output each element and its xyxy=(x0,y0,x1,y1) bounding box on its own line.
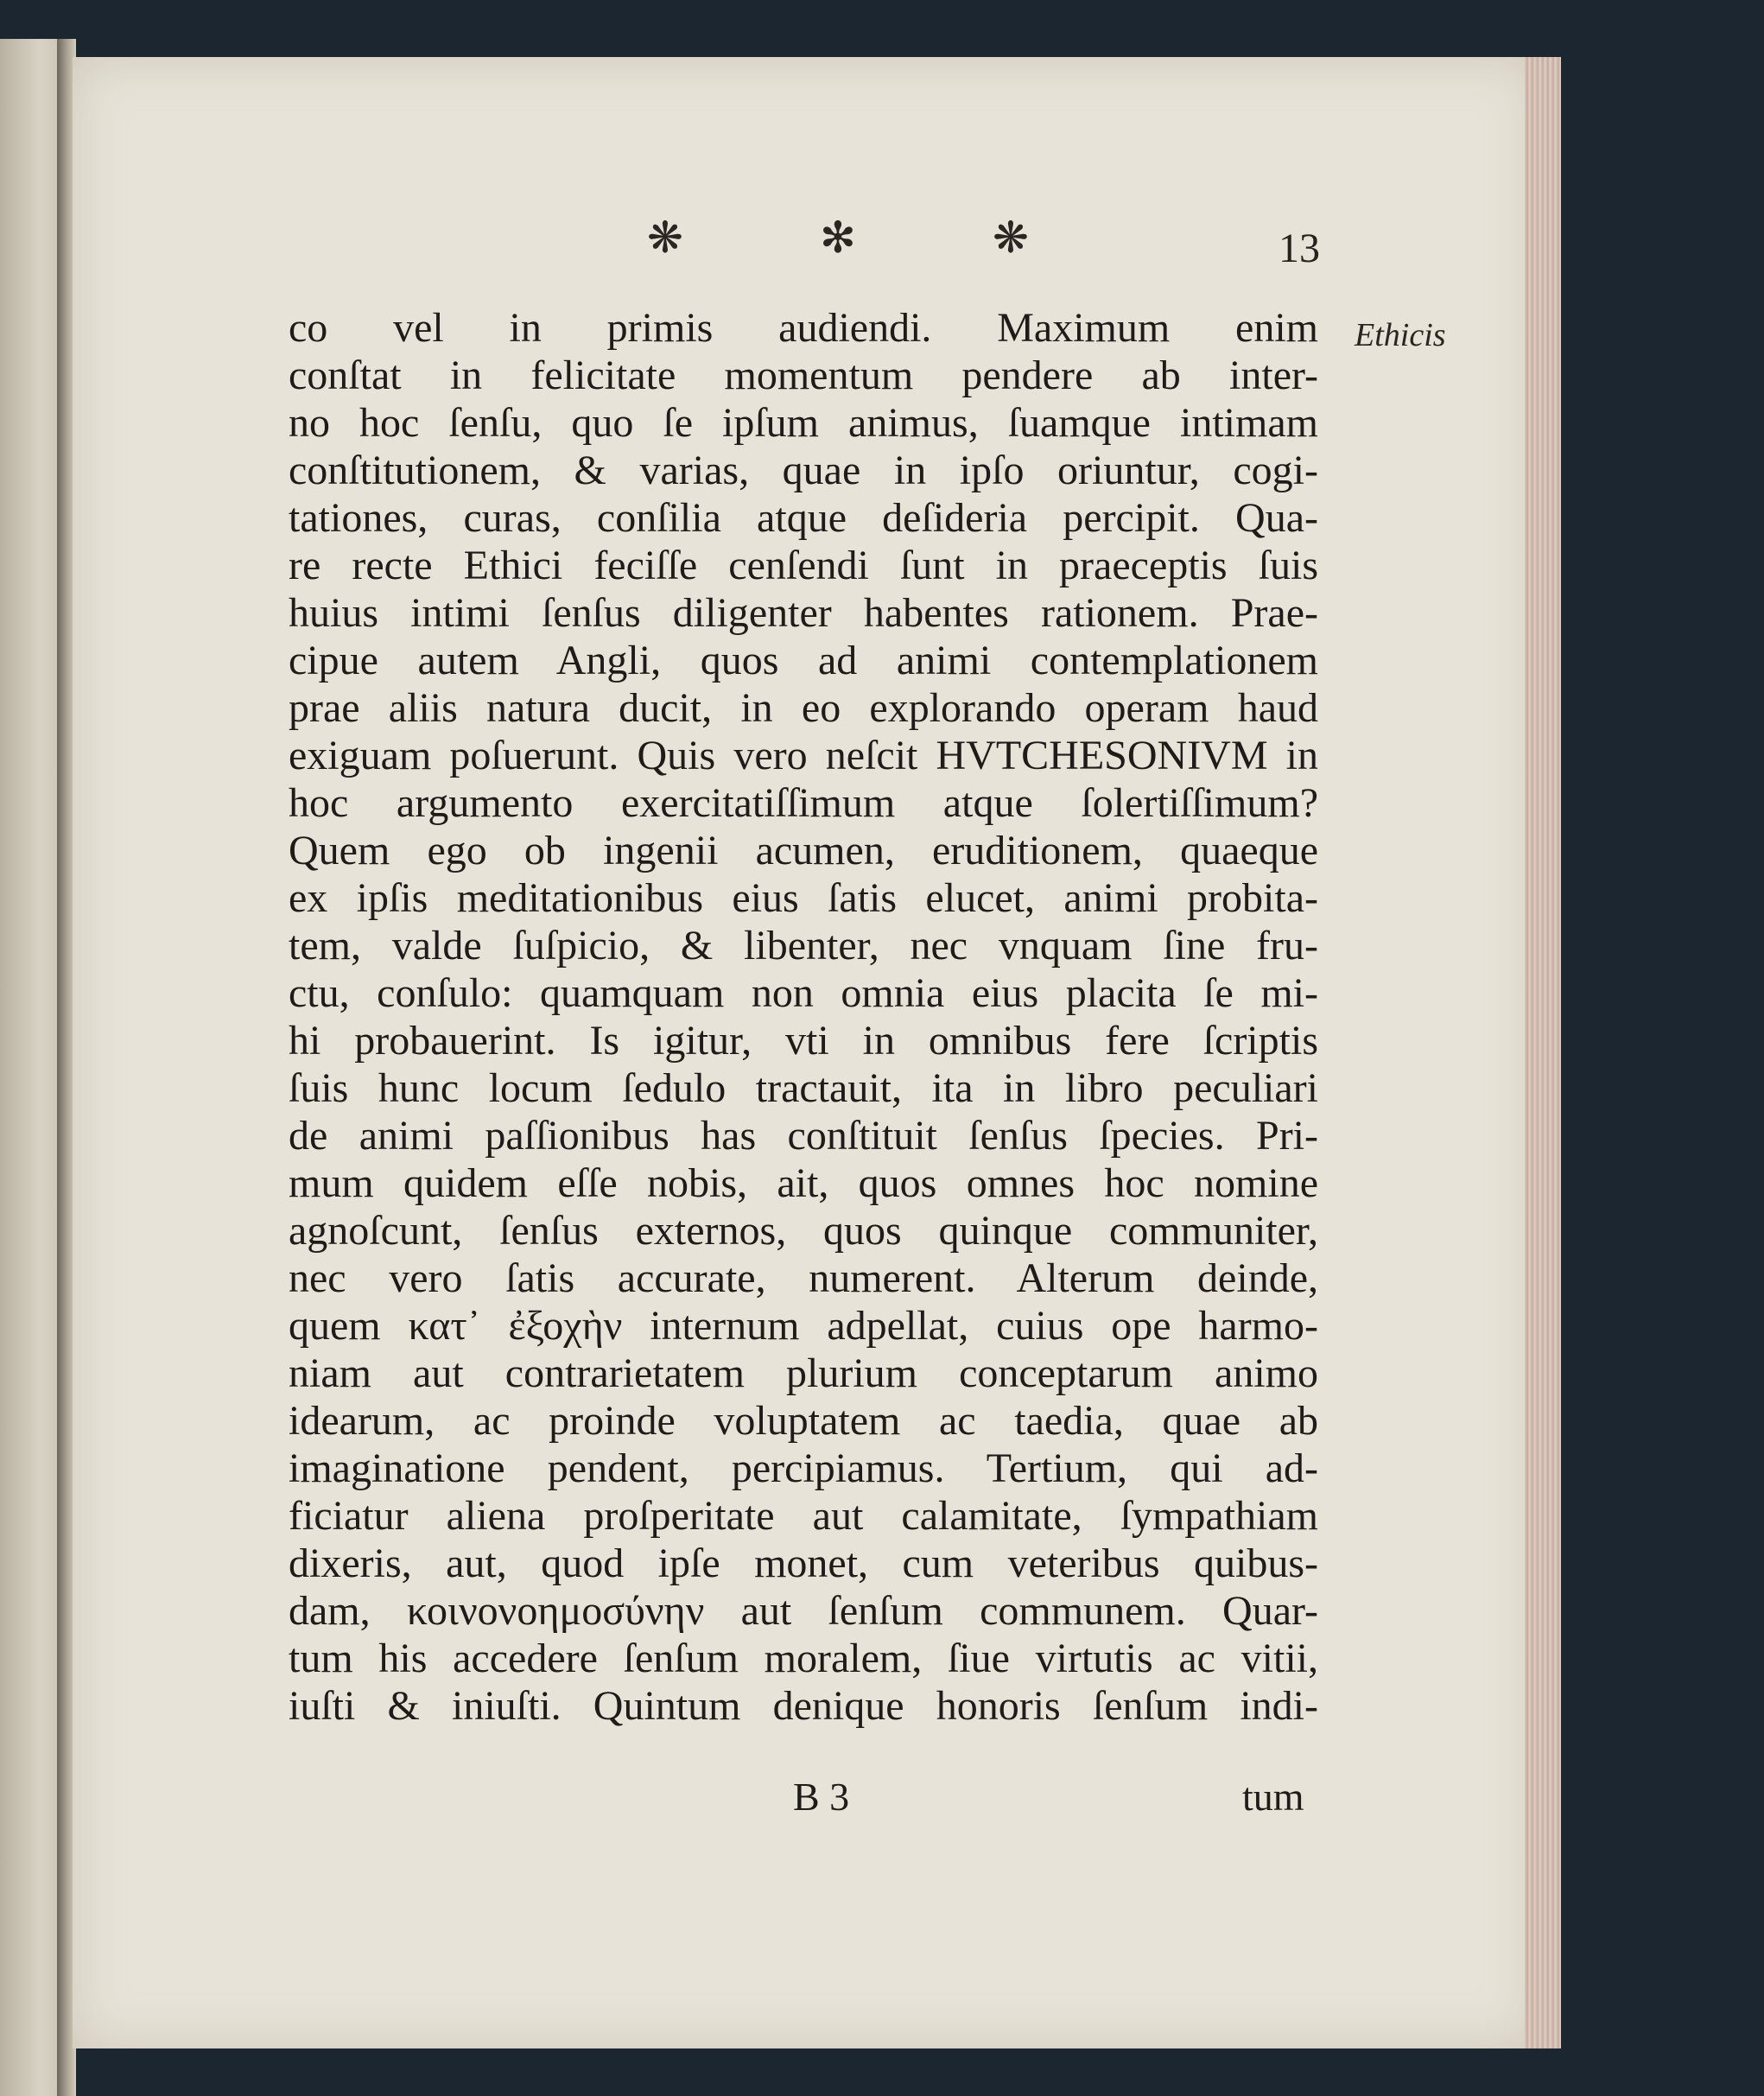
text-line: dixeris, aut, quod ipſe monet, cum veteribus quibus- xyxy=(289,1540,1318,1586)
signature-mark: B 3 xyxy=(793,1775,850,1819)
text-line: conſtitutionem, & varias, quae in ipſo oriuntur, cogi- xyxy=(289,448,1318,493)
text-line: idearum, ac proinde voluptatem ac taedia, quae ab xyxy=(289,1398,1318,1444)
text-line: mum quidem eſſe nobis, ait, quos omnes hoc nomine xyxy=(289,1160,1318,1206)
text-line: ctu, conſulo: quamquam non omnia eius placita ſe mi- xyxy=(289,970,1318,1016)
text-line: huius intimi ſenſus diligenter habentes rationem. Prae- xyxy=(289,590,1318,636)
text-line: niam aut contrarietatem plurium conceptarum animo xyxy=(289,1350,1318,1396)
text-line: quem κατ᾽ ἐξοχὴν internum adpellat, cuius ope harmo- xyxy=(289,1303,1318,1349)
text-line: hi probauerint. Is igitur, vti in omnibus fere ſcriptis xyxy=(289,1018,1318,1064)
text-line: iuſti & iniuſti. Quintum denique honoris ſenſum indi- xyxy=(289,1683,1318,1729)
page-stack-edge xyxy=(1525,57,1561,2048)
text-line: de animi paſſionibus has conſtituit ſenſus ſpecies. Pri- xyxy=(289,1113,1318,1159)
text-line: dam, κοινονοημοσύνην aut ſenſum communem. Quar- xyxy=(289,1588,1318,1634)
catchword: tum xyxy=(1242,1775,1304,1819)
text-line: ficiatur aliena proſperitate aut calamitate, ſympathiam xyxy=(289,1493,1318,1539)
text-line: nec vero ſatis accurate, numerent. Alterum deinde, xyxy=(289,1255,1318,1301)
text-line: exiguam poſuerunt. Quis vero neſcit HVTCHESONIVM in xyxy=(289,733,1318,778)
text-line: Quem ego ob ingenii acumen, eruditionem, quaeque xyxy=(289,828,1318,873)
page-number: 13 xyxy=(1279,225,1320,271)
body-text xyxy=(289,304,1318,1730)
text-line: ex ipſis meditationibus eius ſatis elucet, animi probita- xyxy=(289,875,1318,921)
text-line: agnoſcunt, ſenſus externos, quos quinque communiter, xyxy=(289,1208,1318,1254)
text-line: re recte Ethici feciſſe cenſendi ſunt in praeceptis ſuis xyxy=(289,543,1318,588)
header-ornament xyxy=(622,212,1054,264)
text-line: hoc argumento exercitatiſſimum atque ſolertiſſimum? xyxy=(289,780,1318,826)
margin-note: Ethicis xyxy=(1355,317,1446,353)
text-line: prae aliis natura ducit, in eo explorando operam haud xyxy=(289,685,1318,731)
text-line: no hoc ſenſu, quo ſe ipſum animus, ſuamque intimam xyxy=(289,400,1318,446)
ornament-right-icon: ❋ xyxy=(993,213,1029,263)
text-line: ſuis hunc locum ſedulo tractauit, ita in libro peculiari xyxy=(289,1065,1318,1111)
text-line: tum his accedere ſenſum moralem, ſiue virtutis ac vitii, xyxy=(289,1636,1318,1681)
text-line: cipue autem Angli, quos ad animi contemplationem xyxy=(289,638,1318,683)
text-line: conſtat in felicitate momentum pendere ab inter- xyxy=(289,353,1318,398)
text-line: tem, valde ſuſpicio, & libenter, nec vnquam ſine fru- xyxy=(289,923,1318,969)
text-line: tationes, curas, conſilia atque deſideria percipit. Qua- xyxy=(289,495,1318,541)
text-line: co vel in primis audiendi. Maximum enim xyxy=(289,305,1318,351)
text-line: imaginatione pendent, percipiamus. Tertium, qui ad- xyxy=(289,1445,1318,1491)
ornament-center-icon: ✻ xyxy=(820,213,856,263)
ornament-left-icon: ❋ xyxy=(647,213,683,263)
